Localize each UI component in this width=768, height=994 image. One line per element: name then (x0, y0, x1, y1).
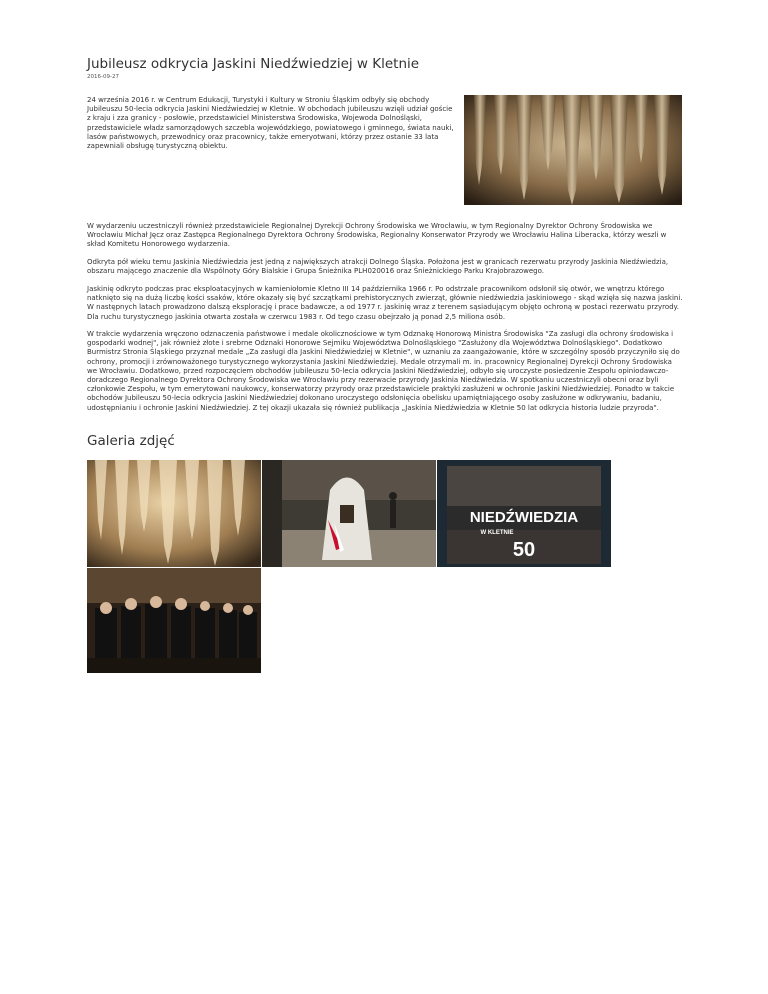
paragraph-5: W trakcie wydarzenia wręczono odznaczenia państwowe i medale okolicznościowe w tym Odznakę Honorową Ministra Środowiska "Za zasługi dla ochrony środowiska i gospodarki wodnej", jak również złote i srebrne Odznaki Honorowe Sejmiku Województwa Dolnośląskiego "Zasłużony dla Województwa Dolnośląskiego". Dodatkowo Burmistrz Stronia Śląskiego przyznał medale „Za zasługi dla Jaskini Niedźwiedziej w Kletnie", w uznaniu za zaangażowanie, które w szczególny sposób przyczyniło się do ochrony, promocji i zrównoważonego turystycznego wykorzystania Jaskini Niedźwiedziej. Medale otrzymali m. in. pracownicy Regionalnej Dyrekcji Ochrony Środowiska we Wrocławiu. Dodatkowo, przed rozpoczęciem obchodów jubileuszu 50-lecia odkrycia Jaskini Niedźwiedziej, odbyło się uroczyste posiedzenie Zespołu opiniodawczo-doradczego Regionalnego Dyrektora Ochrony Środowiska we Wrocławiu przy rezerwacie przyrody Jaskinia Niedźwiedzia. W spotkaniu uczestniczyli obecni oraz byli członkowie Zespołu, w tym emerytowani naukowcy, konserwatorzy przyrody oraz przedstawiciele praktyki zasłużeni w ochronie Jaskini Niedźwiedziej. Ponadto w takcie obchodów Jubileuszu 50-lecia odkrycia Jaskini Niedźwiedziej dokonano uroczystego odsłonięcia obelisku upamiętniającego osoby zasłużone w odkrywaniu, badaniu, udostępnianiu i ochronie Jaskini Niedźwiedziej. Z tej okazji ukazała się również publikacja „Jaskinia Niedźwiedzia w Kletnie 50 lat odkrycia historia ludzie przyroda". (87, 330, 680, 412)
publish-date: 2016-09-27 (87, 74, 119, 80)
cave-photo[interactable] (464, 95, 682, 205)
book-title-text: NIEDŹWIEDZIA (469, 509, 579, 526)
paragraph-1: 24 września 2016 r. w Centrum Edukacji, Turystyki i Kultury w Stroniu Śląskim odbyły się obchody Jubileuszu 50-lecia odkrycia Jaskini Niedźwiedziej w Kletnie. W obchodach jubileuszu wzięli udział goście z kraju i zza granicy - posłowie, przedstawiciel Ministerstwa Środowiska, Wojewoda Dolnośląski, przedstawiciele władz samorządowych szczebla wojewódzkiego, powiatowego i gminnego, świata nauki, lasów państwowych, przewodnicy oraz pracownicy, także emeryotwani, którzy przez ostanie 33 lata zapewniali obsługę turystyczną obiektu. (87, 96, 454, 151)
cave-stalactites-image (464, 95, 682, 205)
paragraph-4: Jaskinię odkryto podczas prac eksploatacyjnych w kamieniołomie Kletno III 14 października 1966 r. Po odstrzale pracownikom odsłonił się otwór, we wnętrzu którego natknięto się na dużą liczbę kości ssaków, które okazały się być szczątkami prehistorycznych zwierząt, głównie niedźwiedzia jaskiniowego - skąd wzięła się nazwa jaskini. W następnych latach prowadzono dalszą eksplorację i prace badawcze, a od 1977 r. jaskinię wraz z terenem sąsiadującym objęto ochroną w postaci rezerwatu przyrody. Dla ruchu turystycznego jaskinia otwarta została w czerwcu 1983 r. Od tego czasu obejrzało ją ponad 2,5 miliona osób. (87, 285, 683, 321)
gallery-photo-audience[interactable] (87, 568, 261, 673)
book-number-text: 50 (512, 539, 536, 561)
gallery-photo-obelisk[interactable] (262, 460, 436, 567)
paragraph-2: W wydarzeniu uczestniczyli również przedstawiciele Regionalnej Dyrekcji Ochrony Środowiska we Wrocławiu, w tym Regionalny Dyrektor Ochrony Środowiska we Wrocławiu Michał Jęcz oraz Zastępca Regionalnego Dyrektora Ochrony Środowiska, Regionalny Konserwator Przyrody we Wrocławiu Halina Liberacka, którzy weszli w skład Komitetu Honorowego wydarzenia. (87, 222, 667, 249)
paragraph-3: Odkryta pół wieku temu Jaskinia Niedźwiedzia jest jedną z największych atrakcji Dolnego Śląska. Położona jest w granicach rezerwatu przyrody Jaskinia Niedźwiedzia, obszaru mającego znaczenie dla Wspólnoty Góry Bialskie i Grupa Śnieżnika PLH020016 oraz Śnieżnickiego Parku Krajobrazowego. (87, 258, 669, 276)
gallery-photo-cave[interactable] (87, 460, 261, 567)
book-subtitle-text: W KLETNIE (480, 530, 514, 536)
gallery-heading: Galeria zdjęć (87, 433, 175, 449)
gallery-photo-book[interactable] (437, 460, 611, 567)
page-title: Jubileusz odkrycia Jaskini Niedźwiedziej w Kletnie (87, 56, 420, 72)
